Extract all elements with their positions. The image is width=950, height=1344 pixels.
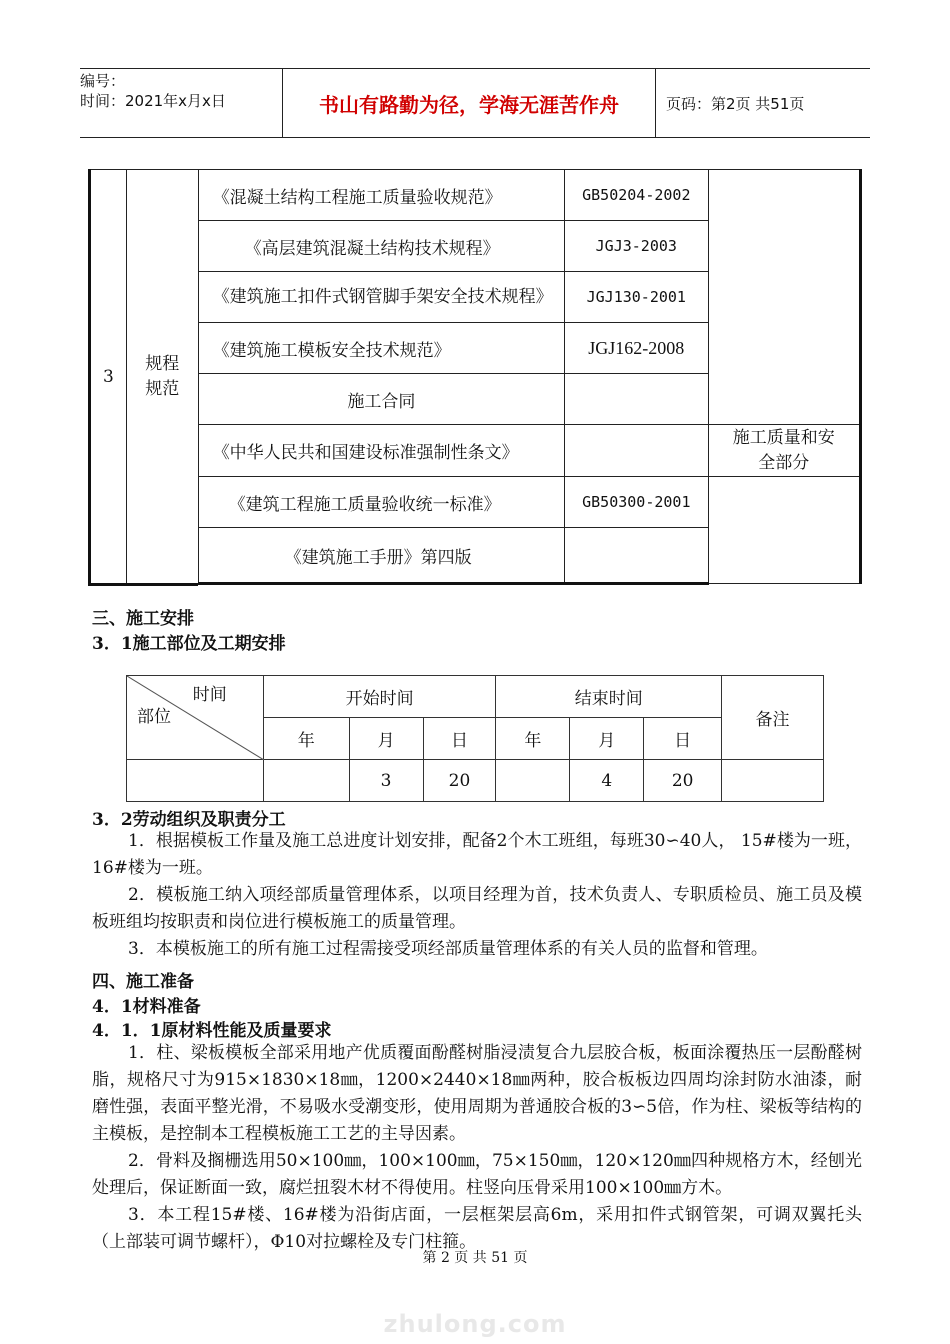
spec-code: JGJ130-2001: [565, 272, 709, 323]
number-label: 编号：: [80, 72, 126, 90]
paragraph: 1．柱、梁板模板全部采用地产优质覆面酚醛树脂浸渍复合九层胶合板，板面涂覆热压一层酚醛树脂，规格尺寸为915×1830×18㎜，1200×2440×18㎜两种，胶合板板边四周均涂封防水油漆，耐磨性强，表面平整光滑，不易吸水受潮变形，使用周期为普通胶合板的3∽5倍，作为柱、梁板等结构的主模板，是控制本工程模板施工工艺的主导因素。: [92, 1043, 862, 1144]
header-motto: 书山有路勤为径，学海无涯苦作舟: [282, 69, 656, 137]
spec-name: 《建筑施工扣件式钢管脚手架安全技术规程》: [198, 272, 564, 323]
part-cell: [127, 760, 264, 802]
table-bottom-rule: [88, 583, 198, 586]
subsection-heading: 4．1材料准备: [92, 997, 201, 1017]
end-day-cell: 20: [644, 760, 722, 802]
schedule-table: [126, 675, 824, 802]
paragraph: 2．骨料及搁栅选用50×100㎜，100×100㎜，75×150㎜，120×120㎜四种规格方木，经刨光处理后，保证断面一致，腐烂扭裂木材不得使用。柱竖向压骨采用100×100㎜方木。: [92, 1151, 862, 1198]
watermark: zhulong.com: [383, 1310, 567, 1338]
page-header: [80, 68, 870, 138]
spec-code: GB50204-2002: [565, 170, 709, 221]
table-row: [127, 760, 824, 802]
spec-name: 《混凝土结构工程施工质量验收规范》: [198, 170, 564, 221]
end-month-cell: 4: [570, 760, 644, 802]
spec-name: 《高层建筑混凝土结构技术规程》: [198, 221, 564, 272]
header-part-label: 部位: [137, 707, 171, 727]
start-month-cell: 3: [349, 760, 423, 802]
spec-category: 规程规范: [126, 170, 198, 584]
materials-paragraphs: [92, 1040, 862, 1256]
paragraph: 3．本工程15#楼、16#楼为沿街店面，一层框架层高6m，采用扣件式钢管架，可调双翼托头（上部装可调节螺杆），Φ10对拉螺栓及专门柱箍。: [92, 1205, 862, 1252]
end-time-header: 结束时间: [496, 676, 722, 718]
spec-note: 施工质量和安全部分: [708, 425, 860, 477]
page-footer: 第 2 页 共 51 页: [422, 1250, 528, 1266]
spec-name: 《建筑施工手册》第四版: [198, 528, 564, 584]
remark-header: 备注: [722, 676, 824, 760]
spec-name: 《中华人民共和国建设标准强制性条文》: [198, 425, 564, 477]
spec-code: [565, 374, 709, 425]
paragraph: 2．模板施工纳入项经部质量管理体系，以项目经理为首，技术负责人、专职质检员、施工员及模板班组均按职责和岗位进行模板施工的质量管理。: [92, 885, 862, 932]
month-header: 月: [349, 718, 423, 760]
spec-code: JGJ3-2003: [565, 221, 709, 272]
section-heading: 四、施工准备: [92, 972, 194, 992]
year-header: 年: [263, 718, 349, 760]
start-day-cell: 20: [423, 760, 496, 802]
start-year-cell: [263, 760, 349, 802]
header-meta: [80, 69, 282, 139]
subsection-heading: 3．2劳动组织及职责分工: [92, 810, 286, 830]
spec-code: [565, 528, 709, 584]
spec-code: GB50300-2001: [565, 477, 709, 528]
paragraph: 3．本模板施工的所有施工过程需接受项经部质量管理体系的有关人员的监督和管理。: [128, 939, 768, 959]
spec-name: 施工合同: [198, 374, 564, 425]
labor-paragraphs: [92, 828, 862, 963]
spec-name: 《建筑工程施工质量验收统一标准》: [198, 477, 564, 528]
paragraph: 1．根据模板工作量及施工总进度计划安排，配备2个木工班组，每班30∽40人， 15#楼为一班， 16#楼为一班。: [92, 831, 862, 878]
spec-index: 3: [90, 170, 127, 584]
subsection-heading: 4．1．1原材料性能及质量要求: [92, 1021, 332, 1041]
spec-table: [88, 169, 862, 585]
spec-note-empty: [708, 477, 860, 584]
spec-code: JGJ162-2008: [565, 323, 709, 374]
header-time-label: 时间: [192, 685, 227, 705]
year-header: 年: [496, 718, 570, 760]
subsection-heading: 3．1施工部位及工期安排: [92, 634, 286, 654]
spec-code: [565, 425, 709, 477]
day-header: 日: [423, 718, 496, 760]
spec-note-empty: [708, 170, 860, 425]
day-header: 日: [644, 718, 722, 760]
section-heading: 三、施工安排: [92, 609, 194, 629]
month-header: 月: [570, 718, 644, 760]
end-year-cell: [496, 760, 570, 802]
start-time-header: 开始时间: [263, 676, 496, 718]
header-page-number: 页码：第2页 共51页: [666, 94, 805, 113]
date-label: 时间：2021年x月x日: [80, 92, 226, 110]
remark-cell: [722, 760, 824, 802]
diagonal-header-cell: [127, 676, 264, 760]
spec-name: 《建筑施工模板安全技术规范》: [198, 323, 564, 374]
